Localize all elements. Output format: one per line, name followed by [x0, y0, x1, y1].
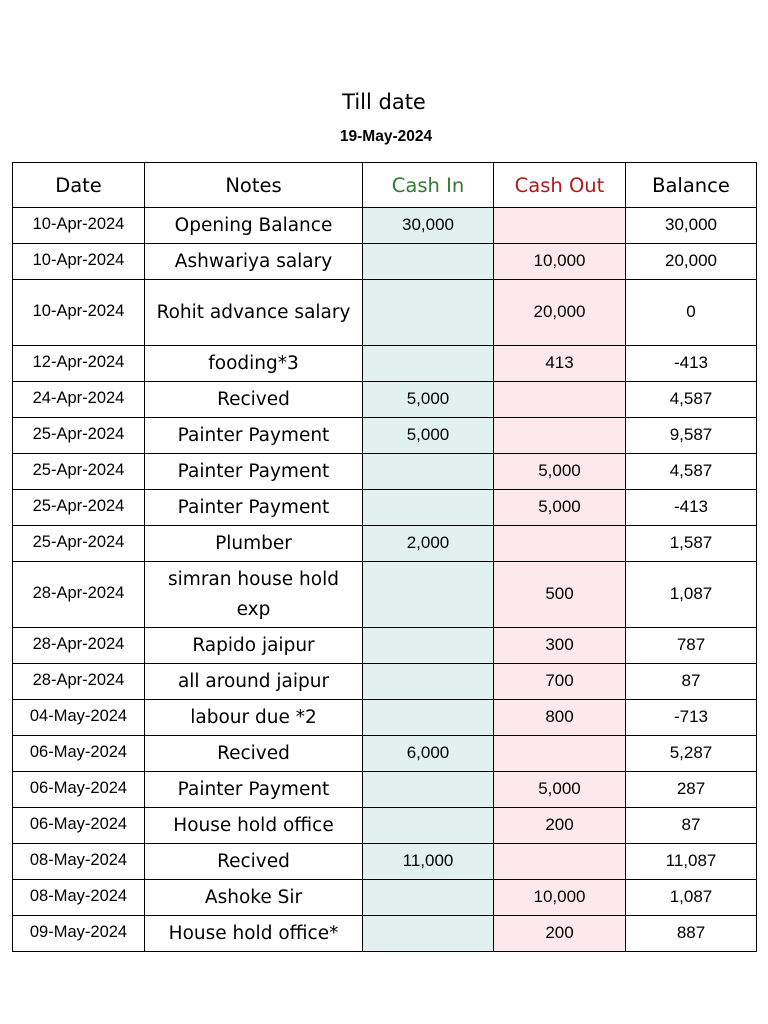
cash-out-cell — [494, 490, 626, 526]
table-row — [13, 418, 757, 454]
table-row — [13, 382, 757, 418]
notes-cell — [145, 772, 363, 808]
date-cell-text: 06-May-2024 — [29, 815, 128, 833]
notes-cell-text: Ashwariya salary — [174, 250, 333, 272]
date-cell-text: 25-Apr-2024 — [32, 461, 125, 479]
cash-in-cell — [363, 916, 494, 952]
balance-cell — [626, 418, 757, 454]
header-date: Date — [13, 163, 145, 208]
table-row — [13, 526, 757, 562]
cash-out-cell-text: 413 — [545, 352, 574, 372]
cash-in-cell — [363, 454, 494, 490]
date-cell — [13, 418, 145, 454]
notes-cell — [145, 280, 363, 346]
date-cell-text: 12-Apr-2024 — [32, 353, 125, 371]
notes-cell — [145, 454, 363, 490]
cash-in-cell — [363, 280, 494, 346]
notes-cell — [145, 808, 363, 844]
notes-cell — [145, 208, 363, 244]
page-title: Till date — [342, 90, 426, 114]
table-row — [13, 844, 757, 880]
table-row — [13, 808, 757, 844]
table-row — [13, 916, 757, 952]
date-cell-text: 24-Apr-2024 — [32, 389, 125, 407]
cash-in-cell — [363, 664, 494, 700]
date-cell-text: 10-Apr-2024 — [32, 302, 125, 320]
cash-out-cell — [494, 454, 626, 490]
table-row — [13, 244, 757, 280]
date-cell — [13, 562, 145, 628]
date-cell-text: 10-Apr-2024 — [32, 215, 125, 233]
cash-in-cell-text: 30,000 — [402, 214, 454, 234]
cash-out-cell — [494, 916, 626, 952]
cash-out-cell — [494, 808, 626, 844]
cash-in-cell-text: 5,000 — [406, 424, 450, 444]
notes-cell — [145, 664, 363, 700]
table-row — [13, 280, 757, 346]
notes-cell-text: Painter Payment — [177, 460, 330, 482]
notes-cell — [145, 880, 363, 916]
notes-cell-text: House hold office — [173, 814, 334, 836]
date-cell — [13, 736, 145, 772]
balance-cell-text: 5,287 — [669, 742, 713, 762]
cash-out-cell — [494, 880, 626, 916]
date-cell — [13, 664, 145, 700]
balance-cell-text: 4,587 — [669, 460, 713, 480]
cash-out-cell-text: 500 — [545, 583, 574, 603]
balance-cell-text: 30,000 — [665, 214, 717, 234]
notes-cell-text: Recived — [217, 742, 290, 764]
date-cell — [13, 844, 145, 880]
cash-out-cell — [494, 562, 626, 628]
notes-cell-text: Ashoke Sir — [204, 886, 303, 908]
cash-out-cell-text: 200 — [545, 814, 574, 834]
table-row — [13, 772, 757, 808]
cash-in-cell — [363, 526, 494, 562]
balance-cell — [626, 664, 757, 700]
cash-in-cell — [363, 490, 494, 526]
header-row — [13, 163, 757, 208]
balance-cell-text: 1,087 — [669, 886, 713, 906]
cash-out-cell — [494, 844, 626, 880]
date-cell — [13, 382, 145, 418]
date-cell-text: 06-May-2024 — [29, 743, 128, 761]
date-cell — [13, 490, 145, 526]
cash-out-cell-text: 700 — [545, 670, 574, 690]
date-cell — [13, 346, 145, 382]
balance-cell-text: 87 — [681, 670, 701, 690]
cash-out-cell — [494, 628, 626, 664]
balance-cell — [626, 772, 757, 808]
date-cell-text: 09-May-2024 — [29, 923, 128, 941]
notes-cell — [145, 382, 363, 418]
cash-out-cell — [494, 664, 626, 700]
table-row — [13, 664, 757, 700]
balance-cell-text: 9,587 — [669, 424, 713, 444]
notes-cell — [145, 490, 363, 526]
date-cell-text: 08-May-2024 — [29, 851, 128, 869]
notes-cell-text: all around jaipur — [177, 670, 330, 692]
date-cell — [13, 772, 145, 808]
notes-cell-text: Painter Payment — [177, 424, 330, 446]
date-cell-text: 08-May-2024 — [29, 887, 128, 905]
balance-cell — [626, 280, 757, 346]
date-cell-text: 04-May-2024 — [29, 707, 128, 725]
balance-cell-text: 287 — [676, 778, 706, 798]
cash-out-cell-text: 10,000 — [533, 250, 586, 270]
cash-out-cell-text: 5,000 — [538, 778, 581, 798]
header-notes: Notes — [145, 163, 363, 208]
date-cell-text: 10-Apr-2024 — [32, 251, 125, 269]
cash-in-cell — [363, 562, 494, 628]
cash-out-cell — [494, 736, 626, 772]
balance-cell-text: 887 — [676, 922, 706, 942]
balance-cell-text: -413 — [673, 496, 709, 516]
date-cell — [13, 454, 145, 490]
cash-out-cell-text: 5,000 — [538, 460, 581, 480]
date-cell — [13, 916, 145, 952]
table-row — [13, 700, 757, 736]
balance-cell-text: 20,000 — [665, 250, 717, 270]
balance-cell — [626, 208, 757, 244]
notes-cell-text: Recived — [217, 850, 290, 872]
cash-in-cell — [363, 244, 494, 280]
notes-cell-text: labour due *2 — [190, 706, 317, 728]
date-cell — [13, 880, 145, 916]
date-cell — [13, 700, 145, 736]
table-row — [13, 208, 757, 244]
balance-cell-text: 0 — [686, 301, 696, 321]
balance-cell-text: 11,087 — [665, 850, 717, 870]
date-cell — [13, 244, 145, 280]
balance-cell-text: -713 — [673, 706, 709, 726]
notes-cell — [145, 526, 363, 562]
cash-out-cell — [494, 418, 626, 454]
cash-in-cell — [363, 208, 494, 244]
cash-out-cell — [494, 244, 626, 280]
balance-cell — [626, 880, 757, 916]
ledger-body — [13, 208, 757, 952]
balance-cell-text: 1,087 — [669, 583, 713, 603]
notes-cell-text: Painter Payment — [177, 496, 330, 518]
cash-in-cell — [363, 772, 494, 808]
cash-out-cell — [494, 280, 626, 346]
balance-cell — [626, 628, 757, 664]
notes-cell — [145, 916, 363, 952]
header-cash-out: Cash Out — [494, 163, 626, 208]
cash-in-cell-text: 11,000 — [402, 850, 454, 870]
cash-in-cell-text: 6,000 — [406, 742, 450, 762]
notes-cell — [145, 844, 363, 880]
notes-cell — [145, 562, 363, 628]
cash-out-cell — [494, 772, 626, 808]
notes-cell — [145, 346, 363, 382]
balance-cell — [626, 700, 757, 736]
cash-out-cell — [494, 526, 626, 562]
cash-out-cell-text: 20,000 — [533, 301, 586, 321]
balance-cell — [626, 844, 757, 880]
header-balance: Balance — [626, 163, 757, 208]
date-cell-text: 25-Apr-2024 — [32, 425, 125, 443]
cash-out-cell-text: 10,000 — [533, 886, 586, 906]
date-cell — [13, 808, 145, 844]
balance-cell-text: 1,587 — [669, 532, 713, 552]
date-cell — [13, 280, 145, 346]
cash-in-cell — [363, 700, 494, 736]
balance-cell-text: -413 — [673, 352, 709, 372]
cash-in-cell-text: 2,000 — [406, 532, 450, 552]
table-row — [13, 736, 757, 772]
notes-cell — [145, 244, 363, 280]
ledger-table — [12, 162, 757, 952]
notes-cell-text: simran house hold exp — [168, 568, 339, 620]
balance-cell-text: 787 — [676, 634, 706, 654]
notes-cell-text: Painter Payment — [177, 778, 330, 800]
notes-cell-text: fooding*3 — [208, 352, 299, 374]
balance-cell-text: 4,587 — [669, 388, 713, 408]
cash-out-cell — [494, 700, 626, 736]
cash-out-cell — [494, 346, 626, 382]
date-cell — [13, 208, 145, 244]
header-cash-in: Cash In — [363, 163, 494, 208]
notes-cell — [145, 418, 363, 454]
cash-in-cell — [363, 880, 494, 916]
balance-cell — [626, 454, 757, 490]
table-row — [13, 628, 757, 664]
date-cell-text: 25-Apr-2024 — [32, 497, 125, 515]
date-cell — [13, 628, 145, 664]
cash-in-cell — [363, 808, 494, 844]
table-row — [13, 454, 757, 490]
cash-in-cell — [363, 346, 494, 382]
date-cell — [13, 526, 145, 562]
balance-cell — [626, 490, 757, 526]
notes-cell-text: Rohit advance salary — [156, 301, 351, 323]
cash-in-cell — [363, 736, 494, 772]
cash-in-cell — [363, 418, 494, 454]
cash-in-cell — [363, 628, 494, 664]
cash-out-cell-text: 200 — [545, 922, 574, 942]
cash-out-cell-text: 300 — [545, 634, 574, 654]
notes-cell-text: Recived — [217, 388, 290, 410]
balance-cell — [626, 382, 757, 418]
balance-cell-text: 87 — [681, 814, 701, 834]
balance-cell — [626, 526, 757, 562]
table-row — [13, 880, 757, 916]
date-cell-text: 06-May-2024 — [29, 779, 128, 797]
cash-out-cell — [494, 208, 626, 244]
cash-out-cell — [494, 382, 626, 418]
cash-in-cell — [363, 382, 494, 418]
notes-cell — [145, 736, 363, 772]
cash-out-cell-text: 800 — [545, 706, 574, 726]
table-row — [13, 346, 757, 382]
cash-in-cell-text: 5,000 — [406, 388, 450, 408]
notes-cell-text: Rapido jaipur — [192, 634, 315, 656]
notes-cell — [145, 700, 363, 736]
date-cell-text: 25-Apr-2024 — [32, 533, 125, 551]
table-row — [13, 490, 757, 526]
balance-cell — [626, 916, 757, 952]
date-cell-text: 28-Apr-2024 — [32, 635, 125, 653]
balance-cell — [626, 736, 757, 772]
balance-cell — [626, 244, 757, 280]
notes-cell-text: Plumber — [215, 532, 292, 554]
notes-cell-text: Opening Balance — [174, 214, 333, 236]
page-subtitle-date: 19-May-2024 — [339, 128, 433, 145]
table-row — [13, 562, 757, 628]
cash-in-cell — [363, 844, 494, 880]
notes-cell — [145, 628, 363, 664]
balance-cell — [626, 562, 757, 628]
date-cell-text: 28-Apr-2024 — [32, 584, 125, 602]
balance-cell — [626, 808, 757, 844]
balance-cell — [626, 346, 757, 382]
notes-cell-text: House hold office* — [168, 922, 339, 944]
cash-out-cell-text: 5,000 — [538, 496, 581, 516]
date-cell-text: 28-Apr-2024 — [32, 671, 125, 689]
